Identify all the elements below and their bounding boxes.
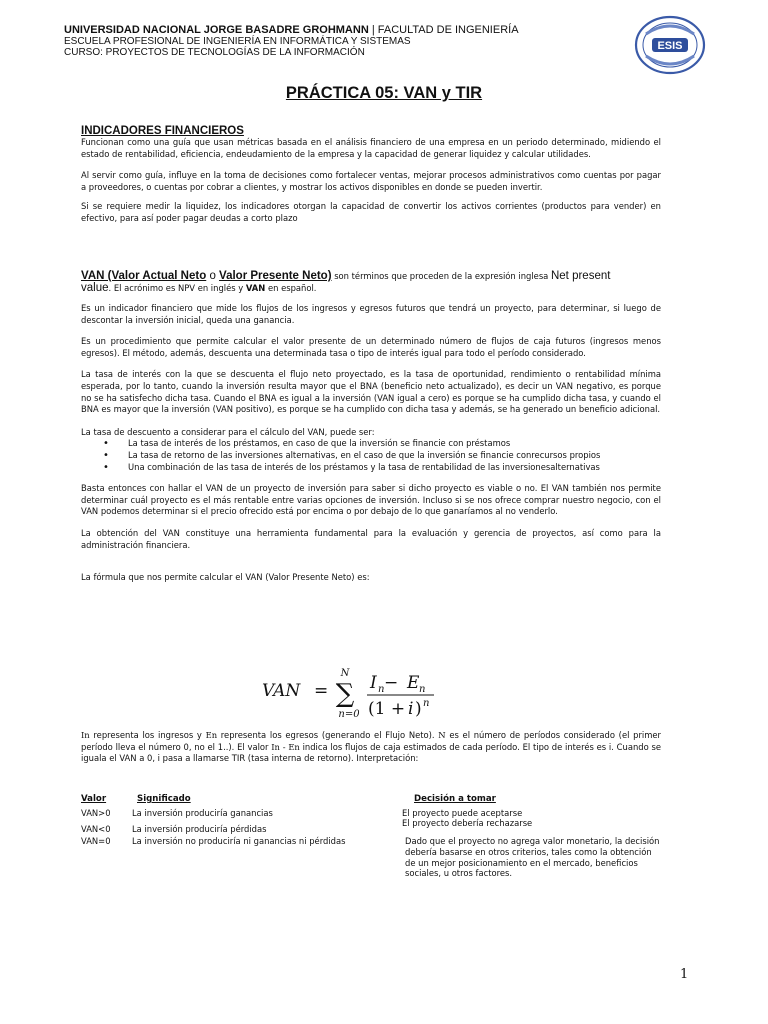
indicadores-paragraph-2: Al servir como guía, influye en la toma de decisiones como fortalecer ventas, mejorar procesos administrativos como cuentas por pagar a proveedores, o cuentas por cobrar a clientes, y mostrar los activos disponibles en donde se pueden invertir. bbox=[81, 170, 661, 192]
table-header-significado: Significado bbox=[137, 794, 191, 804]
formula-equals: = bbox=[314, 681, 329, 701]
formula-denominator-open: (1 + bbox=[368, 699, 406, 719]
formula-lower-limit: n=0 bbox=[338, 709, 360, 720]
van-formula bbox=[262, 662, 462, 722]
formula-denominator-exp: n bbox=[423, 698, 430, 709]
school-name: ESCUELA PROFESIONAL DE INGENIERÍA EN INFORMÁTICA Y SISTEMAS bbox=[64, 36, 411, 47]
table-cell-valor: VAN>0 bbox=[81, 808, 111, 818]
formula-explanation-text: In representa los ingresos y En representa los egresos (generando el Flujo Neto). N es el número de períodos considerado (el primer período lleva el número 0, no el 1..). El valor In - En indica los flujos de caja estimados de cada período. El tipo de interés es i. Cuando se iguala el VAN a 0, i pasa a llamarse TIR (tasa interna de retorno). Interpretación: bbox=[81, 730, 661, 764]
discount-rate-list bbox=[81, 438, 661, 473]
list-item: • La tasa de interés de los préstamos, en caso de que la inversión se financie con préstamos bbox=[103, 438, 511, 450]
formula-denominator-i: i bbox=[408, 699, 414, 719]
formula-upper-limit: N bbox=[340, 668, 350, 679]
table-cell-valor: VAN=0 bbox=[81, 836, 111, 846]
formula-lhs: VAN bbox=[262, 681, 301, 701]
van-heading-value: value bbox=[81, 282, 109, 294]
header-line-1 bbox=[64, 25, 624, 36]
van-paragraph-7: La fórmula que nos permite calcular el VAN (Valor Presente Neto) es: bbox=[81, 572, 370, 583]
table-header-decision: Decisión a tomar bbox=[414, 794, 496, 804]
formula-numerator-i: I bbox=[370, 673, 377, 693]
page-number: 1 bbox=[680, 967, 689, 982]
indicadores-section bbox=[81, 125, 661, 225]
course-name: CURSO: PROYECTOS DE TECNOLOGÍAS DE LA INFORMACIÓN bbox=[64, 47, 365, 58]
van-paragraph-4: La tasa de descuento a considerar para el cálculo del VAN, puede ser: bbox=[81, 426, 375, 437]
van-heading-o: o bbox=[206, 270, 220, 282]
header-separator: | bbox=[368, 24, 378, 36]
formula-explanation bbox=[81, 730, 661, 765]
list-item: • Una combinación de las tasa de interés de los préstamos y la tasa de rentabilidad de las inversionesalternativas bbox=[103, 461, 600, 473]
van-heading-van: VAN (Valor Actual Neto bbox=[81, 270, 207, 282]
logo-text: ESIS bbox=[657, 40, 683, 52]
table-cell-significado: La inversión no produciría ni ganancias ni pérdidas bbox=[132, 836, 346, 846]
formula-minus: − bbox=[384, 673, 399, 693]
formula-numerator-i-sub: n bbox=[378, 684, 385, 695]
table-cell-significado: La inversión produciría pérdidas bbox=[132, 824, 267, 834]
van-paragraph-5: Basta entonces con hallar el VAN de un proyecto de inversión para saber si dicho proyecto es viable o no. El VAN también nos permite determinar cuál proyecto es el más rentable entre varias opciones de inversión. Incluso si se nos ofrece comprar nuestro negocio, con el VAN podemos determinar si el precio ofrecido está por encima o por debajo de lo que ganaríamos al no venderlo. bbox=[81, 483, 661, 517]
list-item: • La tasa de retorno de las inversiones alternativas, en el caso de que la inversión se financie conrecursos propios bbox=[103, 449, 601, 461]
van-section bbox=[81, 270, 661, 584]
table-cell-valor: VAN<0 bbox=[81, 824, 111, 834]
table-cell-significado: La inversión produciría ganancias bbox=[132, 808, 273, 818]
page-title: PRÁCTICA 05: VAN y TIR bbox=[285, 84, 483, 102]
indicadores-paragraph-3: Si se requiere medir la liquidez, los indicadores otorgan la capacidad de convertir los activos corrientes (productos para vender) en efectivo, para así poder pagar deudas a corto plazo bbox=[81, 201, 661, 223]
van-heading-rest: son términos que proceden de la expresión inglesa bbox=[331, 271, 551, 281]
bullet-icon: • bbox=[103, 449, 109, 461]
van-paragraph-1: Es un indicador financiero que mide los flujos de los ingresos y egresos futuros que tendrá un proyecto, para determinar, si luego de descontar la inversión inicial, queda una ganancia. bbox=[81, 303, 661, 325]
indicadores-heading: INDICADORES FINANCIEROS bbox=[81, 125, 244, 137]
page-header bbox=[64, 25, 624, 58]
van-heading-acr1: . El acrónimo es NPV en inglés y bbox=[108, 283, 246, 293]
table-cell-decision: Dado que el proyecto no agrega valor monetario, la decisión debería basarse en otros criterios, tales como la obtención de un mejor posicionamiento en el mercado, beneficios sociales, u otros factores. bbox=[405, 836, 660, 879]
bullet-icon: • bbox=[103, 438, 109, 450]
indicadores-paragraph-1: Funcionan como una guía que usan métricas basada en el análisis financiero de una empresa en un periodo determinado, midiendo el estado de rentabilidad, eficiencia, endeudamiento de la empresa y la capacidad de generar liquidez y calcular utilidades. bbox=[81, 137, 661, 159]
university-name: UNIVERSIDAD NACIONAL JORGE BASADRE GROHMANN bbox=[64, 24, 369, 36]
bullet-icon: • bbox=[103, 461, 109, 473]
table-cell-decision: El proyecto debería rechazarse bbox=[402, 818, 533, 828]
van-paragraph-6: La obtención del VAN constituye una herramienta fundamental para la evaluación y gerencia de proyectos, así como para la administración financiera. bbox=[81, 527, 661, 550]
van-heading-vpn: Valor Presente Neto) bbox=[219, 270, 332, 282]
van-heading-np: Net present bbox=[550, 270, 611, 282]
formula-numerator-e: E bbox=[407, 673, 420, 693]
van-heading-acr2: en español. bbox=[265, 283, 317, 293]
faculty-name: FACULTAD DE INGENIERÍA bbox=[377, 24, 519, 36]
table-header-valor: Valor bbox=[81, 794, 107, 804]
formula-denominator-close: ) bbox=[415, 699, 422, 719]
formula-numerator-e-sub: n bbox=[419, 684, 426, 695]
van-paragraph-3: La tasa de interés con la que se descuenta el flujo neto proyectado, es la tasa de oportunidad, rendimiento o rentabilidad mínima esperada, por lo tanto, cuando la inversión resulta mayor que el BNA (beneficio neto actualizado), es decir un VAN negativo, es porque no se ha satisfecho dicha tasa. Cuando el BNA es igual a la inversión (VAN igual a cero) es porque se ha cumplido dicha tasa, y cuando el BNA es mayor que la inversión (VAN positivo), es porque se ha cumplido con dicha tasa y además, se ha generado un beneficio adicional. bbox=[81, 369, 661, 415]
van-paragraph-2: Es un procedimiento que permite calcular el valor presente de un determinado número de flujos de caja futuros (ingresos menos egresos). El método, además, descuenta una determinada tasa o tipo de interés igual para todo el período considerado. bbox=[81, 336, 661, 358]
van-heading bbox=[81, 270, 661, 294]
sigma-icon: ∑ bbox=[335, 679, 355, 709]
table-cell-decision: El proyecto puede aceptarse bbox=[402, 808, 523, 818]
van-heading-acr-bold: VAN bbox=[245, 283, 266, 293]
esis-logo bbox=[632, 14, 708, 76]
